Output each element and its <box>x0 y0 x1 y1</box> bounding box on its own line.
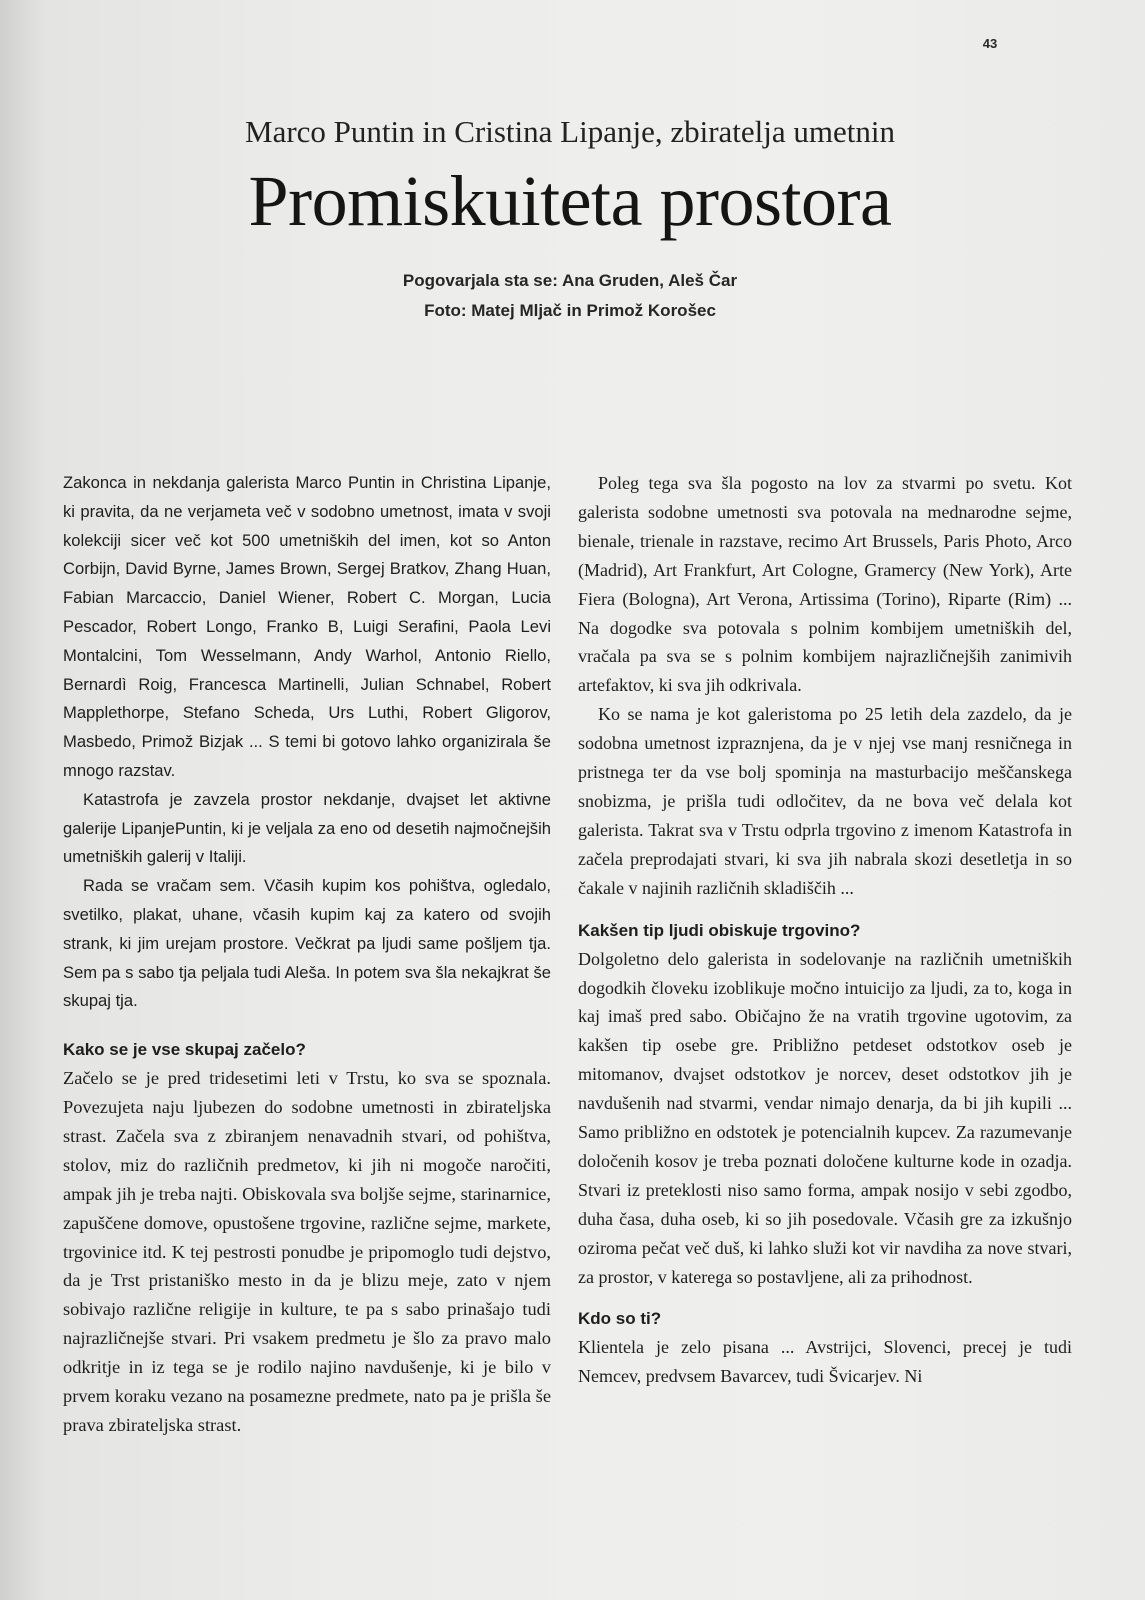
photo-credit: Foto: Matej Mljač in Primož Korošec <box>424 301 716 320</box>
interview-answer: Dolgoletno delo galerista in sodelovanje na različnih umetniških dogodkih človeku izoblikuje močno intuicijo za ljudi, za to, koga in kaj imaš pred sabo. Običajno že na vratih trgovine ugotovim, za kakšen tip osebe gre. Približno petdeset odstotkov oseb je mitomanov, dvajset odstotkov je norcev, deset odstotkov jih je navdušenih nad stvarmi, vendar nimajo denarja, da bi jih kupili ... Samo približno en odstotek je potencialnih kupcev. Za razumevanje določenih kosov je treba poznati določene kulturne kode in ozadja. Stvari iz preteklosti niso samo forma, ampak nosijo v sebi zgodbo, duha časa, duha oseb, ki so jih posedovale. Včasih gre za izkušnjo oziroma pečat več duš, ki lahko služi kot vir navdiha za nove stvari, za prostor, v katerega so postavljene, ali za prihodnost. <box>578 948 1072 1287</box>
intro-paragraph: Katastrofa je zavzela prostor nekdanje, dvajset let aktivne galerije LipanjePuntin, ki je veljala za eno od desetih najmočnejših umetniških galerij v Italiji. <box>63 789 551 867</box>
interview-credit: Pogovarjala sta se: Ana Gruden, Aleš Čar <box>402 271 738 290</box>
interview-answer: Začelo se je pred tridesetimi leti v Trstu, ko sva se spoznala. Povezujeta naju ljubezen do sodobne umetnosti in zbirateljska strast. Začela sva z zbiranjem nenavadnih stvari, od pohištva, stolov, miz do različnih predmetov, ki jih ni mogoče naročiti, ampak jih je treba najti. Obiskovala sva boljše sejme, starinarnice, zapuščene domove, opustošene trgovine, različne sejme, markete, trgovinice itd. K tej pestrosti ponudbe je pripomoglo tudi dejstvo, da je Trst pristaniško mesto in da je blizu meje, zato v njem sobivajo različne religije in kulture, te pa s sabo prinašajo tudi najrazličnejše stvari. Pri vsakem predmetu je šlo za pravo malo odkritje in iz tega se je rodilo najino navdušenje, ki je bilo v prvem koraku vezano na posamezne predmete, nato pa je prišla še prava zbirateljska strast. <box>63 1068 551 1436</box>
intro-paragraph: Rada se vračam sem. Včasih kupim kos pohištva, ogledalo, svetilko, plakat, uhane, včasih kupim kaj za katero od svojih strank, ki jim urejam prostore. Večkrat pa ljudi same pošljem tja. Sem pa s sabo tja peljala tudi Aleša. In potem sva šla nekajkrat še skupaj tja. <box>63 876 551 1011</box>
interview-answer: Ko se nama je kot galeristoma po 25 letih dela zazdelo, da je sodobna umetnost izpraznjena, da je v njej vse manj resničnega in pristnega ter da vse bolj spominja na masturbacijo meščanskega snobizma, je prišla tudi odločitev, da ne bova več delala kot galerista. Takrat sva v Trstu odprla trgovino z imenom Katastrofa in začela preprodajati stvari, ki sva jih nabrala skozi desetletja in so čakale v najinih različnih skladiščih ... <box>578 704 1072 898</box>
article-subtitle: Marco Puntin in Cristina Lipanje, zbiratelja umetnin <box>245 114 895 149</box>
article-credits <box>200 266 940 326</box>
left-column <box>63 469 551 1529</box>
interview-answer: Klientela je zelo pisana ... Avstrijci, Slovenci, precej je tudi Nemcev, predvsem Bavarcev, tudi Švicarjev. Ni <box>578 1337 1072 1387</box>
page-number: 43 <box>982 36 998 51</box>
article-title: Promiskuiteta prostora <box>248 161 892 241</box>
intro-paragraph: Zakonca in nekdanja galerista Marco Puntin in Christina Lipanje, ki pravita, da ne verjameta več v sodobno umetnost, imata v svoji kolekciji sicer več kot 500 umetniških del imen, kot so Anton Corbijn, David Byrne, James Brown, Sergej Bratkov, Zhang Huan, Fabian Marcaccio, Daniel Wiener, Robert C. Morgan, Lucia Pescador, Robert Longo, Franko B, Luigi Serafini, Paola Levi Montalcini, Tom Wesselmann, Andy Warhol, Antonio Riello, Bernardì Roig, Francesca Martinelli, Julian Schnabel, Robert Mapplethorpe, Stefano Scheda, Urs Luthi, Robert Gligorov, Masbedo, Primož Bizjak ... S temi bi gotovo lahko organizirala še mnogo razstav. <box>63 473 551 780</box>
interview-question: Kakšen tip ljudi obiskuje trgovino? <box>578 920 861 940</box>
right-column <box>578 469 1072 1529</box>
interview-answer: Poleg tega sva šla pogosto na lov za stvarmi po svetu. Kot galerista sodobne umetnosti sva potovala na mednarodne sejme, bienale, trienale in razstave, recimo Art Brussels, Paris Photo, Arco (Madrid), Art Frankfurt, Art Cologne, Gramercy (New York), Arte Fiera (Bologna), Art Verona, Artissima (Torino), Riparte (Rim) ... Na dogodke sva potovala s polnim kombijem umetniških del, vračala pa sva se s polnim kombijem najrazličnejših zanimivih artefaktov, ki sva jih odkrivala. <box>578 473 1072 696</box>
interview-question: Kdo so ti? <box>578 1309 662 1329</box>
interview-question: Kako se je vse skupaj začelo? <box>63 1040 306 1060</box>
